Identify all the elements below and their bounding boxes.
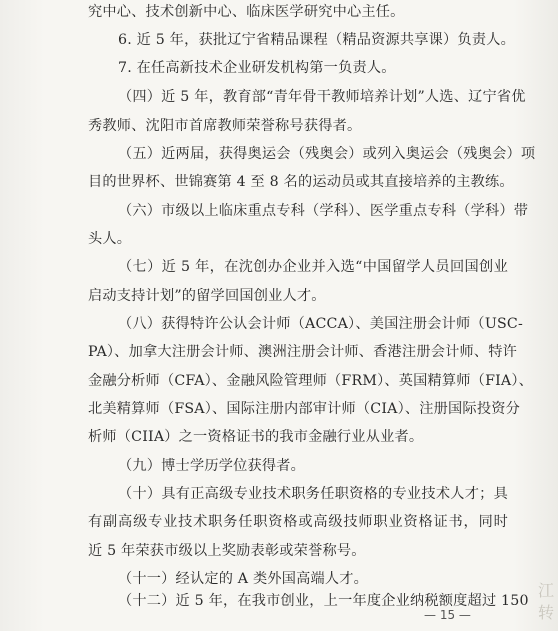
margin-mark: 转 — [538, 603, 555, 622]
text-line: 秀教师、沈阳市首席教师荣誉称号获得者。 — [88, 118, 362, 134]
text-line: （七）近 5 年，在沈创办企业并入选“中国留学人员回国创业 — [118, 259, 508, 275]
text-line: （八）获得特许公认会计师（ACCA）、美国注册会计师（USC- — [118, 316, 523, 332]
text-line: 北美精算师（FSA）、国际注册内部审计师（CIA）、注册国际投资分 — [88, 401, 520, 417]
text-line: （十）具有正高级专业技术职务任职资格的专业技术人才；具 — [118, 486, 508, 502]
text-line: 近 5 年荣获市级以上奖励表彰或荣誉称号。 — [88, 543, 366, 559]
text-line: （九）博士学历学位获得者。 — [118, 458, 306, 474]
text-line: 6. 近 5 年，获批辽宁省精品课程（精品资源共享课）负责人。 — [118, 32, 515, 48]
text-line: （十二）近 5 年，在我市创业，上一年度企业纳税额度超过 150 — [118, 593, 529, 609]
text-line: （五）近两届，获得奥运会（残奥会）或列入奥运会（残奥会）项 — [118, 146, 536, 162]
page-number: — 15 — — [424, 608, 471, 622]
text-line: （六）市级以上临床重点专科（学科）、医学重点专科（学科）带 — [118, 203, 529, 219]
text-line: 金融分析师（CFA）、金融风险管理师（FRM）、英国精算师（FIA）、 — [88, 373, 534, 389]
text-line: （十一）经认定的 A 类外国高端人才。 — [118, 571, 369, 587]
text-line: 目的世界杯、世锦赛第 4 至 8 名的运动员或其直接培养的主教练。 — [88, 174, 514, 190]
text-line: 有副高级专业技术职务任职资格或高级技师职业资格证书，同时 — [88, 514, 508, 530]
text-line: 析师（CIIA）之一资格证书的我市金融行业从业者。 — [88, 429, 424, 445]
text-line: 启动支持计划”的留学回国创业人才。 — [88, 288, 326, 304]
text-line: PA）、加拿大注册会计师、澳洲注册会计师、香港注册会计师、特许 — [88, 344, 518, 360]
text-line: 7. 在任高新技术企业研发机构第一负责人。 — [118, 60, 396, 76]
text-line: 究中心、技术创新中心、临床医学研究中心主任。 — [88, 4, 405, 20]
margin-mark: 江 — [538, 581, 555, 600]
text-line: （四）近 5 年，教育部“青年骨干教师培养计划”人选、辽宁省优 — [118, 89, 526, 105]
text-line: 头人。 — [88, 231, 132, 247]
